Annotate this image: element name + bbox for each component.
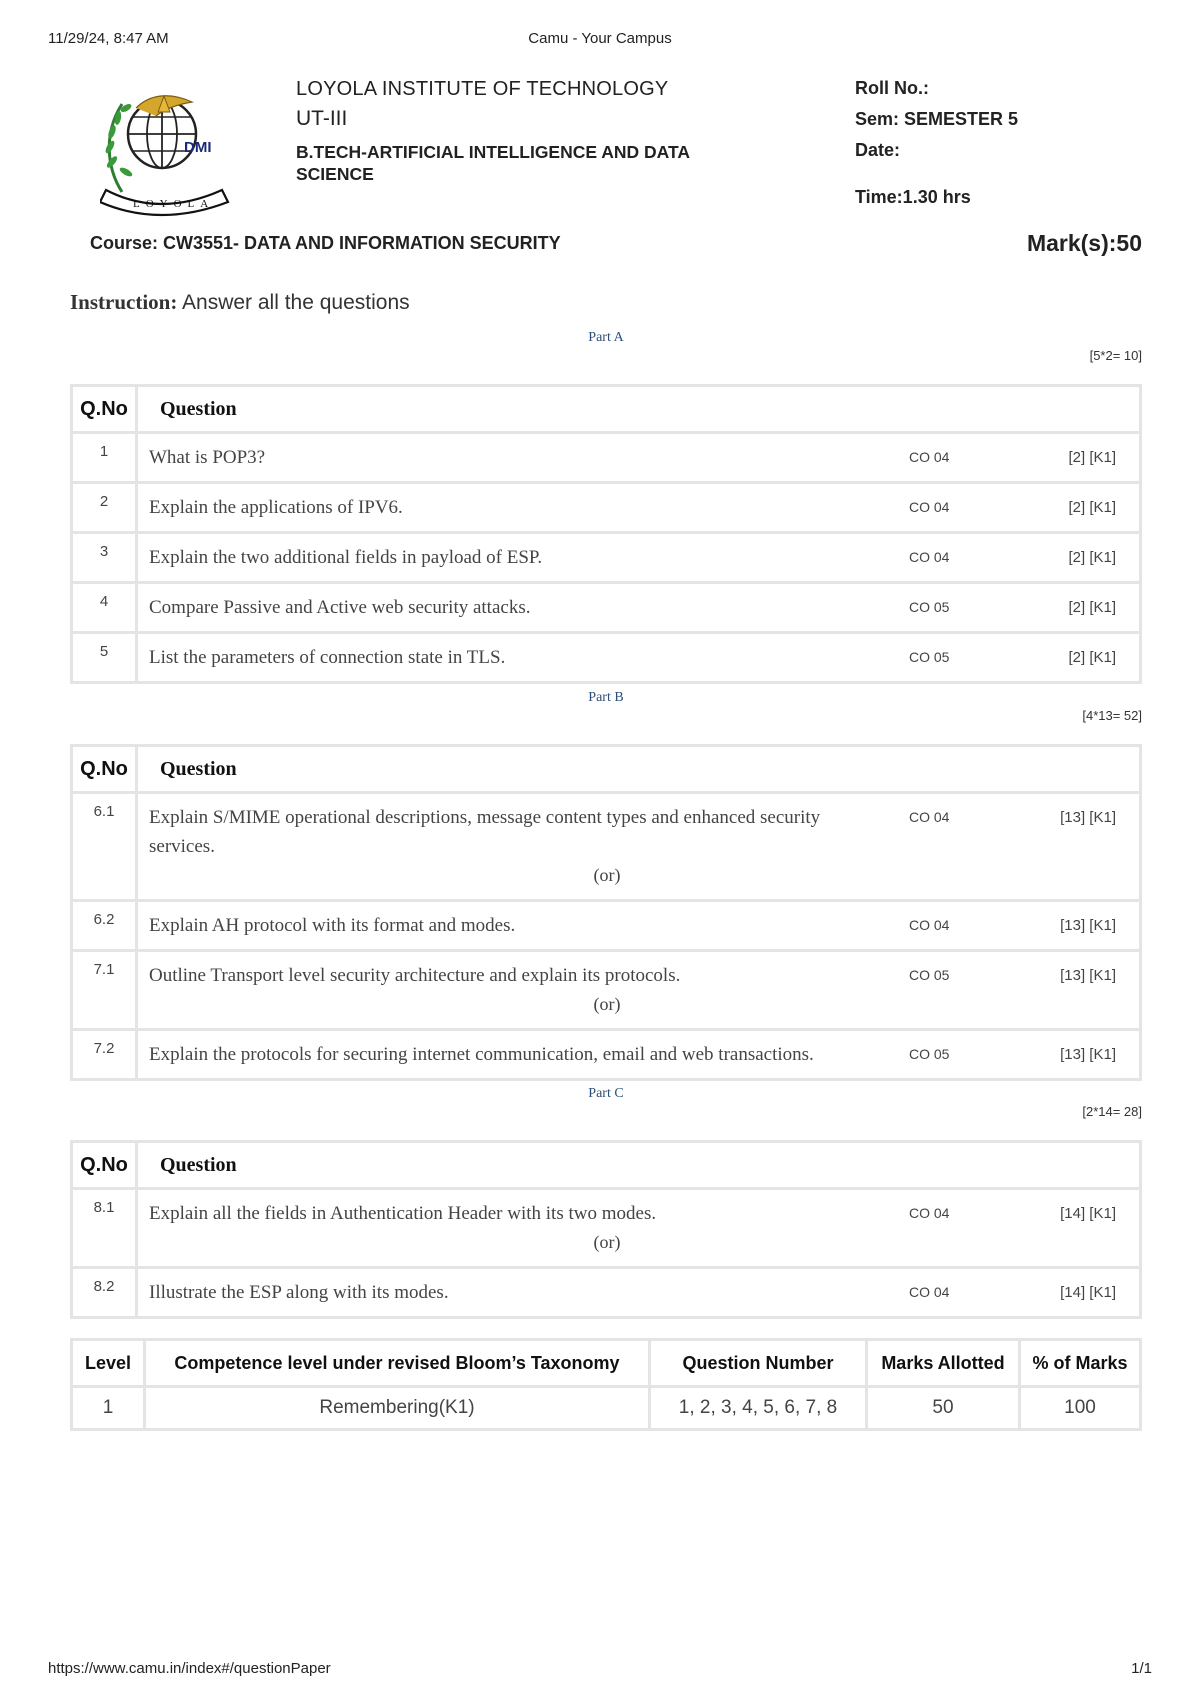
course-outcome: CO 04 xyxy=(909,1284,950,1300)
question-number: 3 xyxy=(72,533,137,583)
question-number: 7.1 xyxy=(72,951,137,1030)
part-b-table xyxy=(70,744,1142,1081)
institution-block xyxy=(296,78,816,185)
table-row xyxy=(72,1387,1141,1430)
level-value: 1 xyxy=(72,1387,145,1430)
part-b-title: Part B xyxy=(588,690,624,705)
table-row xyxy=(72,793,1141,901)
percent-marks-value: 100 xyxy=(1020,1387,1141,1430)
question-header: Question xyxy=(137,1142,1141,1189)
question-number-value: 1, 2, 3, 4, 5, 6, 7, 8 xyxy=(650,1387,867,1430)
part-b-formula: [4*13= 52] xyxy=(1082,708,1142,723)
table-header-row xyxy=(72,1340,1141,1387)
question-text: Explain the two additional fields in payload of ESP. xyxy=(149,547,543,568)
competence-header: Competence level under revised Bloom’s Taxonomy xyxy=(145,1340,650,1387)
qno-header: Q.No xyxy=(72,1142,137,1189)
question-number: 4 xyxy=(72,583,137,633)
instruction-label: Instruction: xyxy=(70,290,178,314)
question-number: 6.2 xyxy=(72,901,137,951)
course-outcome: CO 04 xyxy=(909,809,950,825)
table-row xyxy=(72,533,1141,583)
print-page-number: 1/1 xyxy=(1131,1660,1152,1677)
course-outcome: CO 05 xyxy=(909,599,950,615)
table-row xyxy=(72,483,1141,533)
question-number: 8.1 xyxy=(72,1189,137,1268)
table-row xyxy=(72,1268,1141,1318)
table-row xyxy=(72,1189,1141,1268)
print-url: https://www.camu.in/index#/questionPaper xyxy=(48,1660,331,1677)
part-a-title: Part A xyxy=(588,330,624,345)
question-text: Compare Passive and Active web security attacks. xyxy=(149,597,531,618)
course-outcome: CO 04 xyxy=(909,917,950,933)
total-marks: Mark(s):50 xyxy=(1026,230,1142,256)
part-a-formula: [5*2= 10] xyxy=(1089,348,1142,363)
part-a-table xyxy=(70,384,1142,684)
course-title: Course: CW3551- DATA AND INFORMATION SECURITY xyxy=(90,233,561,253)
table-row xyxy=(72,583,1141,633)
question-number: 7.2 xyxy=(72,1030,137,1080)
course-outcome: CO 04 xyxy=(909,499,950,515)
question-text: Outline Transport level security architecture and explain its protocols. xyxy=(149,965,681,986)
table-row xyxy=(72,901,1141,951)
course-outcome: CO 05 xyxy=(909,967,950,983)
part-c-title: Part C xyxy=(588,1086,624,1101)
table-header-row xyxy=(72,386,1141,433)
bloom-taxonomy-table xyxy=(70,1338,1142,1431)
question-text: Explain AH protocol with its format and modes. xyxy=(149,915,516,936)
part-c-table xyxy=(70,1140,1142,1319)
course-outcome: CO 04 xyxy=(909,549,950,565)
institution-name: LOYOLA INSTITUTE OF TECHNOLOGY xyxy=(296,78,669,100)
question-header: Question xyxy=(137,746,1141,793)
question-text: List the parameters of connection state in TLS. xyxy=(149,647,506,668)
question-number: 5 xyxy=(72,633,137,683)
question-text: What is POP3? xyxy=(149,447,266,468)
exam-name: UT-III xyxy=(296,107,348,130)
question-text: Explain the applications of IPV6. xyxy=(149,497,403,518)
table-header-row xyxy=(72,1142,1141,1189)
question-marks: [2] [K1] xyxy=(1068,449,1116,466)
table-row xyxy=(72,433,1141,483)
course-outcome: CO 05 xyxy=(909,1046,950,1062)
logo-emblem-text: DMI xyxy=(184,139,212,156)
question-text: Illustrate the ESP along with its modes. xyxy=(149,1282,449,1303)
loyola-logo xyxy=(100,72,234,218)
or-separator: (or) xyxy=(593,1232,621,1252)
course-outcome: CO 04 xyxy=(909,1205,950,1221)
question-marks: [2] [K1] xyxy=(1068,649,1116,666)
competence-value: Remembering(K1) xyxy=(145,1387,650,1430)
percent-marks-header: % of Marks xyxy=(1020,1340,1141,1387)
semester: Sem: SEMESTER 5 xyxy=(855,109,1019,129)
qno-header: Q.No xyxy=(72,746,137,793)
marks-allotted-value: 50 xyxy=(867,1387,1020,1430)
date-label: Date: xyxy=(855,140,901,160)
question-number-header: Question Number xyxy=(650,1340,867,1387)
question-number: 1 xyxy=(72,433,137,483)
logo-banner-text: LOYOLA xyxy=(133,198,215,210)
question-marks: [13] [K1] xyxy=(1060,809,1116,826)
part-c-formula: [2*14= 28] xyxy=(1082,1104,1142,1119)
programme-name: B.TECH-ARTIFICIAL INTELLIGENCE AND DATA SCIENCE xyxy=(296,142,690,184)
question-text: Explain the protocols for securing internet communication, email and web transactions. xyxy=(149,1044,814,1065)
marks-allotted-header: Marks Allotted xyxy=(867,1340,1020,1387)
course-outcome: CO 05 xyxy=(909,649,950,665)
exam-time: Time:1.30 hrs xyxy=(855,187,971,207)
instruction-text: Answer all the questions xyxy=(177,291,410,314)
question-number: 6.1 xyxy=(72,793,137,901)
exam-meta xyxy=(855,78,1018,218)
table-header-row xyxy=(72,746,1141,793)
question-marks: [2] [K1] xyxy=(1068,499,1116,516)
question-text: Explain S/MIME operational descriptions, message content types and enhanced security services. xyxy=(149,807,821,857)
or-separator: (or) xyxy=(593,865,621,885)
roll-no-label: Roll No.: xyxy=(855,78,929,98)
question-marks: [2] [K1] xyxy=(1068,599,1116,616)
question-text: Explain all the fields in Authentication Header with its two modes. xyxy=(149,1203,657,1224)
question-marks: [14] [K1] xyxy=(1060,1284,1116,1301)
question-marks: [13] [K1] xyxy=(1060,917,1116,934)
course-outcome: CO 04 xyxy=(909,449,950,465)
table-row xyxy=(72,633,1141,683)
question-marks: [2] [K1] xyxy=(1068,549,1116,566)
question-marks: [13] [K1] xyxy=(1060,967,1116,984)
or-separator: (or) xyxy=(593,994,621,1014)
print-datetime: 11/29/24, 8:47 AM xyxy=(48,30,169,47)
qno-header: Q.No xyxy=(72,386,137,433)
table-row xyxy=(72,1030,1141,1080)
instruction xyxy=(70,290,410,315)
level-header: Level xyxy=(72,1340,145,1387)
print-page-title: Camu - Your Campus xyxy=(528,30,672,47)
question-marks: [13] [K1] xyxy=(1060,1046,1116,1063)
question-marks: [14] [K1] xyxy=(1060,1205,1116,1222)
question-header: Question xyxy=(137,386,1141,433)
table-row xyxy=(72,951,1141,1030)
question-number: 8.2 xyxy=(72,1268,137,1318)
question-number: 2 xyxy=(72,483,137,533)
